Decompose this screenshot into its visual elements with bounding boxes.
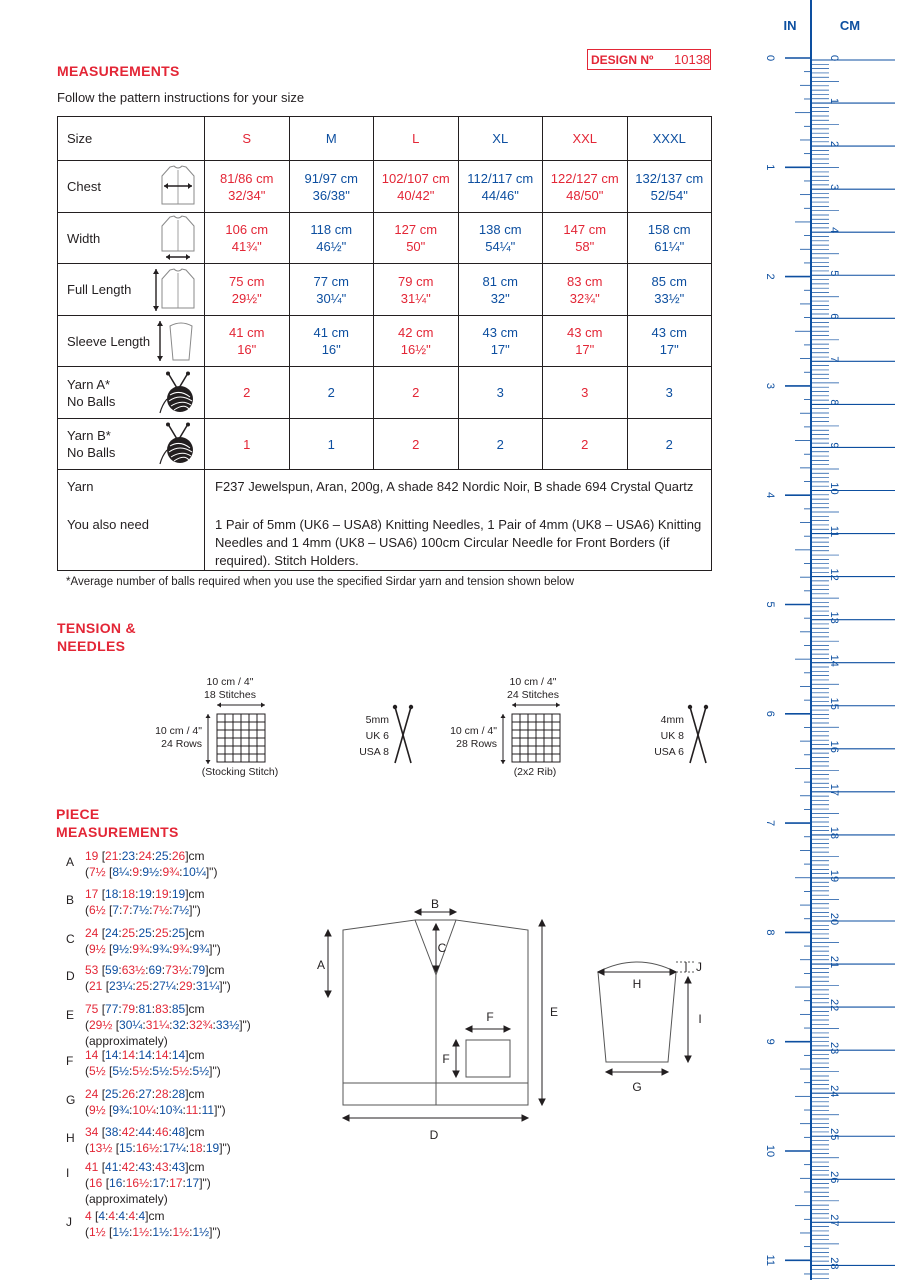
piece-inch-values: (9½ [9¾:10¼:10¾:11:11]") <box>85 1103 226 1117</box>
sleeve-l: 42 cm 16½" <box>374 316 459 367</box>
yarn-a-label-cell <box>58 367 205 419</box>
yarn-b-xxl: 2 <box>543 419 628 470</box>
yarn-a-xl: 3 <box>458 367 543 419</box>
ruler-cm-number: 22 <box>828 998 841 1012</box>
piece-inch-values: (21 [23¼:25:27¼:29:31¼]") <box>85 979 231 993</box>
width-xl: 138 cm 54¼" <box>458 213 543 264</box>
swatch-rows: 28 Rows <box>456 738 497 750</box>
chest-xl: 112/117 cm 44/46" <box>458 161 543 213</box>
garment-width-icon <box>158 215 198 261</box>
size-table <box>57 116 712 571</box>
ruler-in-label: IN <box>783 18 797 33</box>
ruler-ticks <box>764 55 895 1278</box>
sleeve-s: 41 cm 16" <box>205 316 290 367</box>
size-l: L <box>374 117 459 161</box>
width-label-cell <box>58 213 205 264</box>
piece-cm-values: 17 [18:18:19:19:19]cm <box>85 887 205 901</box>
balls-note: *Average number of balls required when you use the specified Sirdar yarn and tension shown below <box>66 576 575 588</box>
chest-label-cell <box>58 161 205 213</box>
yarn-a-xxl: 3 <box>543 367 628 419</box>
piece-inch-values: (29½ [30¼:31¼:32:32¾:33½]") <box>85 1018 251 1032</box>
ruler-inch-number: 0 <box>764 54 777 62</box>
piece-letter: C <box>66 932 75 946</box>
length-s: 75 cm 29½" <box>205 264 290 316</box>
ruler-cm-number: 9 <box>828 442 841 449</box>
swatch-height-label: 10 cm / 4" <box>155 725 202 737</box>
yarn-a-label: Yarn A* <box>67 376 111 392</box>
piece-measurements-heading: PIECE MEASUREMENTS <box>56 806 179 840</box>
length-xxxl: 85 cm 33½" <box>627 264 712 316</box>
piece-cm-values: 41 [41:42:43:43:43]cm <box>85 1160 205 1174</box>
stocking-swatch-grid-icon <box>202 701 268 767</box>
ruler-inch-number: 9 <box>764 1038 777 1045</box>
ruler-cm-number: 25 <box>828 1128 841 1141</box>
length-m: 77 cm 30¼" <box>289 264 374 316</box>
piece-letter: F <box>66 1054 74 1068</box>
diagram-label-f-height: F <box>442 1052 450 1066</box>
ruler-cm-number: 15 <box>828 697 841 710</box>
width-xxxl: 158 cm 61¼" <box>627 213 712 264</box>
ruler-inch-number: 3 <box>764 382 777 389</box>
ruler-cm-number: 4 <box>828 227 841 234</box>
piece-inch-values: (1½ [1½:1½:1½:1½:1½]") <box>85 1225 221 1239</box>
sleeve-length-row <box>58 316 712 367</box>
full-length-row <box>58 264 712 316</box>
swatch-stitches: 18 Stitches <box>204 689 256 701</box>
chest-s: 81/86 cm 32/34" <box>205 161 290 213</box>
piece-cm-values: 19 [21:23:24:25:26]cm <box>85 849 205 863</box>
ruler-cm-number: 1 <box>828 97 841 105</box>
piece-cm-values: 24 [24:25:25:25:25]cm <box>85 926 205 940</box>
tension-swatch-stocking <box>140 675 310 785</box>
piece-cm-values: 24 [25:26:27:28:28]cm <box>85 1087 205 1101</box>
garment-schematic <box>300 890 730 1150</box>
needle-size-5mm: 5mm UK 6 USA 8 <box>355 703 425 763</box>
measuring-ruler <box>755 0 905 1280</box>
sleeve-xxxl: 43 cm 17" <box>627 316 712 367</box>
tension-heading: TENSION & NEEDLES <box>57 620 136 654</box>
yarn-b-xl: 2 <box>458 419 543 470</box>
diagram-label-j: J <box>696 960 702 974</box>
chest-m: 91/97 cm 36/38" <box>289 161 374 213</box>
ruler-cm-number: 17 <box>828 783 841 796</box>
diagram-label-f-width: F <box>486 1010 494 1024</box>
diagram-label-h: H <box>632 977 642 991</box>
materials-labels <box>58 470 205 571</box>
length-xxl: 83 cm 32¾" <box>543 264 628 316</box>
piece-letter: J <box>66 1215 72 1229</box>
width-xxl: 147 cm 58" <box>543 213 628 264</box>
ruler-cm-number: 7 <box>828 356 841 363</box>
ruler-cm-number: 0 <box>828 54 841 62</box>
needle-size-4mm: 4mm UK 8 USA 6 <box>650 703 720 763</box>
materials-row <box>58 470 712 571</box>
yarn-text: F237 Jewelspun, Aran, 200g, A shade 842 Nordic Noir, B shade 694 Crystal Quartz <box>215 479 694 494</box>
chest-label: Chest <box>67 179 101 194</box>
yarn-b-l: 2 <box>374 419 459 470</box>
crossed-needles-icon <box>686 703 710 765</box>
piece-cm-values: 34 [38:42:44:46:48]cm <box>85 1125 205 1139</box>
piece-inch-values: (9½ [9½:9¾:9¾:9¾:9¾]") <box>85 942 221 956</box>
length-l: 79 cm 31¼" <box>374 264 459 316</box>
ruler-cm-label: CM <box>839 18 861 33</box>
yarn-b-s: 1 <box>205 419 290 470</box>
diagram-label-i: I <box>698 1012 702 1026</box>
width-m: 118 cm 46½" <box>289 213 374 264</box>
length-xl: 81 cm 32" <box>458 264 543 316</box>
ruler-cm-number: 21 <box>828 955 841 969</box>
ruler-cm-number: 6 <box>828 313 841 320</box>
ruler-inch-number: 4 <box>764 492 777 499</box>
full-length-icon <box>152 266 198 314</box>
piece-approx-note: (approximately) <box>85 1192 168 1206</box>
ruler-cm-number: 27 <box>828 1214 841 1227</box>
piece-letter: E <box>66 1008 75 1022</box>
yarn-b-label-cell <box>58 419 205 470</box>
yarn-b-label: Yarn B* <box>67 428 111 443</box>
piece-letter: H <box>66 1131 75 1145</box>
ruler-cm-number: 28 <box>828 1257 841 1270</box>
yarn-a-m: 2 <box>289 367 374 419</box>
diagram-label-a: A <box>316 958 326 972</box>
size-label: Size <box>58 117 205 161</box>
sleeve-length-icon <box>156 318 198 364</box>
yarn-a-s: 2 <box>205 367 290 419</box>
full-length-label-cell <box>58 264 205 316</box>
size-xl: XL <box>458 117 543 161</box>
ruler-cm-number: 5 <box>828 270 841 277</box>
piece-letter: I <box>66 1166 70 1180</box>
design-number-box <box>587 49 711 70</box>
tension-swatch-rib <box>435 675 605 785</box>
yarn-a-row <box>58 367 712 419</box>
ruler-inch-number: 2 <box>764 273 777 280</box>
sleeve-length-label-cell <box>58 316 205 367</box>
size-m: M <box>289 117 374 161</box>
rib-swatch-grid-icon <box>497 701 563 767</box>
diagram-label-b: B <box>430 897 440 911</box>
piece-cm-values: 53 [59:63½:69:73½:79]cm <box>85 963 225 977</box>
yarn-a-balls-label: No Balls <box>67 393 116 409</box>
chest-xxxl: 132/137 cm 52/54" <box>627 161 712 213</box>
ruler-cm-number: 18 <box>828 826 841 840</box>
ruler-inch-number: 10 <box>764 1144 777 1158</box>
yarn-b-xxxl: 2 <box>627 419 712 470</box>
ruler-cm-number: 3 <box>828 184 841 191</box>
yarn-b-row <box>58 419 712 470</box>
ruler-inch-number: 6 <box>764 710 777 717</box>
ruler-cm-number: 13 <box>828 611 841 624</box>
diagram-label-g: G <box>632 1080 642 1094</box>
sleeve-length-label: Sleeve Length <box>67 333 151 349</box>
need-label: You also need <box>67 517 149 532</box>
measurements-intro: Follow the pattern instructions for your size <box>57 90 305 105</box>
ruler-cm-number: 8 <box>828 399 841 406</box>
ruler-inch-number: 7 <box>764 820 777 827</box>
width-label: Width <box>67 230 101 246</box>
diagram-label-d: D <box>429 1128 439 1142</box>
chest-width-icon <box>158 164 198 210</box>
width-s: 106 cm 41¾" <box>205 213 290 264</box>
diagram-label-e: E <box>549 1005 559 1019</box>
piece-inch-values: (7½ [8¼:9:9½:9¾:10¼]") <box>85 865 218 879</box>
chest-xxl: 122/127 cm 48/50" <box>543 161 628 213</box>
yarn-ball-icon <box>158 371 198 415</box>
piece-inch-values: (16 [16:16½:17:17:17]") <box>85 1176 211 1190</box>
piece-cm-values: 14 [14:14:14:14:14]cm <box>85 1048 205 1062</box>
piece-approx-note: (approximately) <box>85 1034 168 1048</box>
yarn-b-balls-label: No Balls <box>67 445 116 460</box>
piece-letter: G <box>66 1093 76 1107</box>
ruler-cm-number: 14 <box>828 654 841 667</box>
ruler-cm-number: 23 <box>828 1042 841 1055</box>
design-number: 10138 <box>674 52 711 67</box>
piece-inch-values: (6½ [7:7:7½:7½:7½]") <box>85 903 201 917</box>
piece-letter: D <box>66 969 75 983</box>
piece-inch-values: (13½ [15:16½:17¼:18:19]") <box>85 1141 231 1155</box>
width-l: 127 cm 50" <box>374 213 459 264</box>
sleeve-xl: 43 cm 17" <box>458 316 543 367</box>
yarn-a-l: 2 <box>374 367 459 419</box>
ruler-cm-number: 16 <box>828 740 841 753</box>
ruler-inch-number: 5 <box>764 601 777 608</box>
ruler-cm-number: 26 <box>828 1171 841 1184</box>
swatch-stitch-type: (2x2 Rib) <box>513 766 557 778</box>
size-xxxl: XXXL <box>627 117 712 161</box>
piece-inch-values: (5½ [5½:5½:5½:5½:5½]") <box>85 1064 221 1078</box>
yarn-label: Yarn <box>67 479 94 494</box>
ruler-cm-number: 11 <box>828 525 841 538</box>
sleeve-xxl: 43 cm 17" <box>543 316 628 367</box>
piece-letter: B <box>66 893 75 907</box>
sleeve-m: 41 cm 16" <box>289 316 374 367</box>
ruler-cm-number: 2 <box>828 141 841 148</box>
ruler-inch-number: 11 <box>764 1254 777 1267</box>
diagram-label-c: C <box>437 941 447 955</box>
swatch-stitch-type: (Stocking Stitch) <box>201 766 279 778</box>
ruler-cm-number: 19 <box>828 869 841 883</box>
width-row <box>58 213 712 264</box>
measurements-heading: MEASUREMENTS <box>57 63 180 79</box>
materials-text <box>205 470 712 571</box>
ruler-inch-number: 1 <box>764 164 777 171</box>
yarn-b-m: 1 <box>289 419 374 470</box>
ruler-cm-number: 12 <box>828 568 841 581</box>
need-text: 1 Pair of 5mm (UK6 – USA8) Knitting Needles, 1 Pair of 4mm (UK8 – USA6) Knitting Needles and 1 4mm (UK8 – USA6) 100cm Circular Needle for Front Borders (if required). Stitch Holders. <box>215 517 702 568</box>
swatch-width-label: 10 cm / 4" <box>509 676 557 688</box>
piece-cm-values: 4 [4:4:4:4:4]cm <box>85 1209 165 1223</box>
size-xxl: XXL <box>543 117 628 161</box>
full-length-label: Full Length <box>67 282 132 297</box>
design-label: DESIGN Nº <box>591 53 654 67</box>
ruler-cm-number: 20 <box>828 912 841 926</box>
piece-cm-values: 75 [77:79:81:83:85]cm <box>85 1002 205 1016</box>
size-s: S <box>205 117 290 161</box>
ruler-cm-number: 24 <box>828 1085 841 1098</box>
ruler-inch-number: 8 <box>764 929 777 936</box>
piece-letter: A <box>66 855 75 869</box>
swatch-height-label: 10 cm / 4" <box>450 725 497 737</box>
swatch-width-label: 10 cm / 4" <box>206 676 254 688</box>
swatch-rows: 24 Rows <box>161 738 202 750</box>
yarn-a-xxxl: 3 <box>627 367 712 419</box>
yarn-ball-icon <box>158 422 198 466</box>
crossed-needles-icon <box>391 703 415 765</box>
chest-row <box>58 161 712 213</box>
chest-l: 102/107 cm 40/42" <box>374 161 459 213</box>
swatch-stitches: 24 Stitches <box>507 689 559 701</box>
ruler-cm-number: 10 <box>828 482 841 495</box>
size-header-row <box>58 117 712 161</box>
